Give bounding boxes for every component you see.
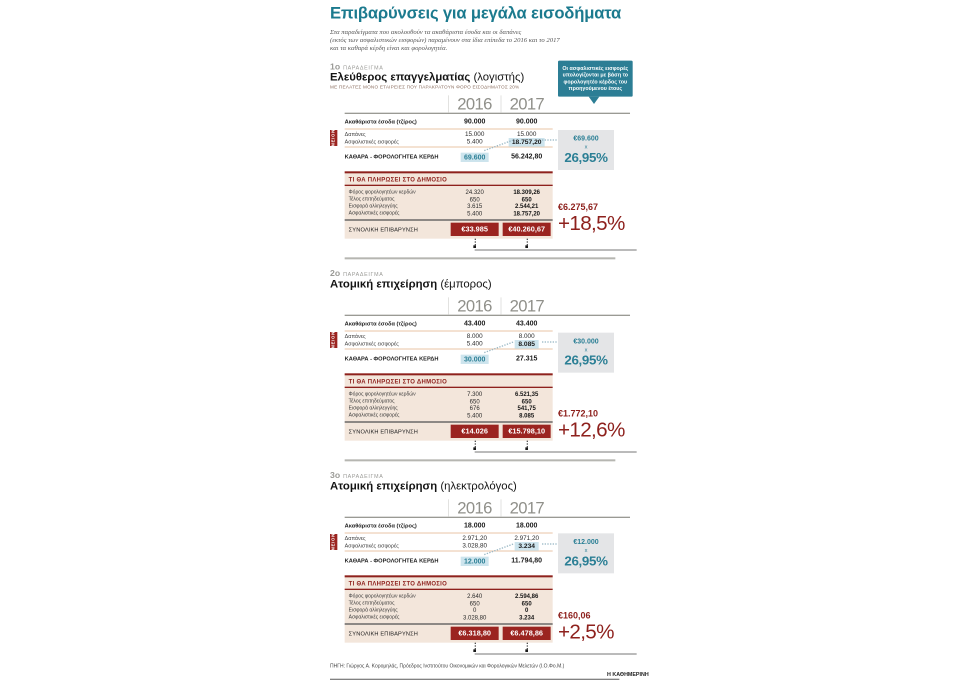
payment-rows — [345, 186, 553, 217]
extra-burden-amount: €6.275,67 — [558, 202, 599, 213]
example-kicker-label: ΠΑΡΑΔΕΙΓΜΑ — [343, 271, 384, 278]
value-2017: 2.594,86 — [514, 592, 539, 600]
newspaper-brand: Η ΚΑΘΗΜΕΡΙΝΗ — [607, 671, 649, 678]
value-2016: 650 — [469, 397, 480, 405]
value-2017: 8.000 — [518, 332, 535, 341]
example-number: 2ο — [330, 268, 341, 279]
value-2016: 5.400 — [467, 209, 483, 217]
gross-income-row — [345, 114, 553, 129]
year-2016-header: 2016 — [448, 297, 500, 314]
deductions-group — [331, 331, 553, 349]
row-label: Ασφαλιστικές εισφορές — [348, 613, 400, 620]
total-2016-box: €14.026 — [451, 425, 499, 438]
value-2016 — [449, 353, 501, 365]
source-footnote: ΠΗΓΗ: Γιώργος Α. Κορομηλάς, Πρόεδρος Ινστιτούτου Οικονομικών και Φορολογικών Μελετών (Ι.Ο.Φο.Μ.) — [330, 662, 565, 669]
bracket-dot — [525, 649, 528, 652]
year-header-row — [345, 297, 553, 314]
bracket-dotted-line — [475, 239, 476, 246]
example-title-note: (ηλεκτρολόγος) — [440, 479, 517, 493]
value-2016: 5.400 — [466, 340, 483, 348]
row-label: Δαπάνες — [344, 535, 366, 542]
example-kicker-label: ΠΑΡΑΔΕΙΓΜΑ — [343, 64, 384, 71]
bracket-dot — [525, 447, 528, 450]
row-label: Φόρος φορολογητέων κερδών — [348, 592, 416, 599]
value-2016: 0 — [472, 606, 477, 614]
value-2016: 24.320 — [465, 188, 484, 196]
bracket-dotted-line — [527, 643, 528, 650]
value-2017: 56.242,80 — [511, 152, 543, 161]
minus-tab: ΜΕΙΟΝ — [331, 533, 337, 551]
total-row — [345, 623, 553, 642]
calc-box — [558, 533, 614, 573]
value-2017: 90.000 — [515, 117, 538, 126]
payment-row — [345, 614, 553, 621]
highlighted-value: 18.757,20 — [509, 138, 545, 147]
example-3 — [330, 469, 663, 657]
bracket-dot — [473, 245, 476, 248]
bracket-dot — [525, 245, 528, 248]
highlighted-value: 3.234 — [515, 542, 538, 551]
calc-amount: €12.000 — [573, 538, 599, 547]
value-2016: 650 — [469, 599, 480, 607]
example-number: 1ο — [330, 61, 341, 72]
income-table — [331, 94, 553, 166]
annotation-column — [558, 469, 655, 657]
value-2016: 3.615 — [467, 202, 483, 210]
bracket-dotted-line — [527, 239, 528, 246]
row-label: Τέλος επιτηδεύματος — [348, 195, 395, 202]
row-label: Τέλος επιτηδεύματος — [348, 397, 395, 404]
row-label: Εισφορά αλληλεγγύης — [348, 202, 398, 209]
section-divider — [345, 459, 616, 461]
total-label: ΣΥΝΟΛΙΚΗ ΕΠΙΒΑΡΥΝΣΗ — [348, 630, 418, 637]
net-profit-row — [345, 147, 553, 166]
example-title-main: Ελεύθερος επαγγελματίας — [330, 70, 471, 84]
example-2 — [330, 267, 663, 455]
value-2016: 15.000 — [464, 130, 485, 139]
deductions-group — [331, 129, 553, 147]
highlighted-value: 12.000 — [461, 557, 489, 566]
row-label: Ασφαλιστικές εισφορές — [344, 138, 399, 145]
payment-rows — [345, 590, 553, 621]
payment-table-header: ΤΙ ΘΑ ΠΛΗΡΩΣΕΙ ΣΤΟ ΔΗΜΟΣΙΟ — [345, 577, 553, 590]
bracket-dot — [473, 649, 476, 652]
year-2016-header: 2016 — [448, 95, 500, 112]
total-2017-box: €6.478,86 — [503, 627, 551, 640]
highlighted-value: 30.000 — [461, 355, 489, 364]
percent-change: +2,5% — [558, 620, 614, 644]
contributions-row — [345, 542, 553, 549]
value-2016: 2.640 — [467, 592, 483, 600]
bracket-dotted-line — [475, 441, 476, 448]
payment-row — [345, 600, 553, 607]
dotted-connector-horizontal — [542, 341, 559, 342]
row-label: Ασφαλιστικές εισφορές — [348, 411, 400, 418]
year-2016-header: 2016 — [448, 499, 500, 516]
payment-table — [345, 575, 553, 642]
row-label: Ασφαλιστικές εισφορές — [344, 542, 399, 549]
payment-table-header: ΤΙ ΘΑ ΠΛΗΡΩΣΕΙ ΣΤΟ ΔΗΜΟΣΙΟ — [345, 173, 553, 186]
extra-burden-amount: €160,06 — [558, 610, 591, 621]
value-2016: 3.028,80 — [462, 542, 487, 550]
calc-box — [558, 130, 614, 170]
year-header-row — [345, 95, 553, 112]
payment-row — [345, 391, 553, 398]
page-subtitle — [330, 29, 663, 53]
payment-row — [345, 607, 553, 614]
bracket-dot — [473, 447, 476, 450]
annotation-column — [558, 267, 655, 455]
row-label: Ασφαλιστικές εισφορές — [344, 340, 399, 347]
year-2017-header: 2017 — [500, 95, 552, 112]
payment-table — [345, 171, 553, 238]
year-2017-header: 2017 — [500, 499, 552, 516]
value-2016: 8.000 — [466, 332, 483, 341]
row-label: Εισφορά αλληλεγγύης — [348, 606, 398, 613]
payment-row — [345, 593, 553, 600]
gross-income-row — [345, 316, 553, 331]
value-2016: 676 — [469, 404, 480, 412]
subtitle-line: (εκτός των ασφαλιστικών εισφορών) παραμένουν στα ίδια επίπεδα το 2016 και το 2017 — [330, 36, 560, 45]
payment-row — [345, 203, 553, 210]
example-kicker-label: ΠΑΡΑΔΕΙΓΜΑ — [343, 473, 384, 480]
bracket-dotted-line — [527, 441, 528, 448]
minus-tab: ΜΕΙΟΝ — [331, 129, 337, 147]
deductions-group — [331, 533, 553, 551]
calc-rate: 26,95% — [564, 353, 608, 369]
value-2017: 18.309,26 — [513, 188, 541, 196]
value-2017: 18.000 — [515, 521, 538, 530]
row-label: Ακαθάριστα έσοδα (τζίρος) — [344, 320, 417, 327]
payment-row — [345, 210, 553, 217]
value-2016: 5.400 — [467, 411, 483, 419]
section-divider — [345, 257, 616, 259]
dotted-connector-horizontal — [542, 139, 559, 140]
value-2017: 3.234 — [519, 613, 535, 621]
value-2016 — [449, 151, 501, 163]
calc-times: x — [584, 546, 588, 554]
calc-times: x — [584, 143, 588, 151]
highlighted-value: 69.600 — [461, 153, 489, 162]
value-2017: 18.757,20 — [513, 209, 541, 217]
minus-tab: ΜΕΙΟΝ — [331, 331, 337, 349]
value-2017: 650 — [521, 397, 532, 405]
percent-change: +12,6% — [558, 418, 625, 442]
value-2017: 43.400 — [515, 319, 538, 328]
contributions-row — [345, 340, 553, 347]
callout-pointer — [589, 97, 600, 104]
total-row — [345, 219, 553, 238]
value-2017: 27.315 — [515, 354, 538, 363]
callout — [558, 61, 633, 104]
value-2016: 5.400 — [466, 138, 483, 146]
value-2017: 8.085 — [519, 411, 535, 419]
row-label: ΚΑΘΑΡΑ - ΦΟΡΟΛΟΓΗΤΕΑ ΚΕΡΔΗ — [344, 557, 439, 565]
income-table — [331, 296, 553, 368]
value-2017: 6.521,35 — [514, 390, 539, 398]
subtitle-line: Στα παραδείγματα που ακολουθούν τα ακαθάριστα έσοδα και οι δαπάνες — [330, 28, 522, 37]
calc-amount: €69.600 — [573, 134, 599, 143]
net-profit-row — [345, 349, 553, 368]
payment-rows — [345, 388, 553, 419]
row-label: Φόρος φορολογητέων κερδών — [348, 188, 416, 195]
value-2017: 541,75 — [517, 404, 536, 412]
value-2017: 2.544,21 — [514, 202, 539, 210]
payment-row — [345, 189, 553, 196]
value-2017: 15.000 — [516, 130, 537, 139]
bracket-dotted-line — [475, 643, 476, 650]
example-title-note: (λογιστής) — [473, 70, 525, 84]
value-2017: 0 — [524, 606, 529, 614]
net-profit-row — [345, 551, 553, 570]
value-2016: 650 — [469, 195, 480, 203]
infographic-column — [330, 4, 663, 680]
extra-burden-amount: €1.772,10 — [558, 408, 599, 419]
year-header-row — [345, 499, 553, 516]
dotted-connector-horizontal — [542, 543, 559, 544]
year-2017-header: 2017 — [500, 297, 552, 314]
page-title: Επιβαρύνσεις για μεγάλα εισοδήματα — [330, 4, 622, 23]
highlighted-value: 8.085 — [515, 340, 538, 349]
total-row — [345, 421, 553, 440]
subtitle-line: και τα καθαρά κέρδη είναι και φορολογητέα. — [330, 44, 448, 53]
annotation-column — [558, 61, 655, 254]
contributions-row — [345, 138, 553, 145]
payment-row — [345, 412, 553, 419]
gross-income-row — [345, 518, 553, 533]
row-label: Ασφαλιστικές εισφορές — [348, 209, 400, 216]
payment-table — [345, 373, 553, 440]
calc-rate: 26,95% — [564, 150, 608, 166]
example-title-main: Ατομική επιχείρηση — [330, 277, 438, 291]
row-label: Εισφορά αλληλεγγύης — [348, 404, 398, 411]
calc-amount: €30.000 — [573, 337, 599, 346]
example-number: 3ο — [330, 470, 341, 481]
value-2016: 43.400 — [463, 319, 486, 328]
income-table — [331, 498, 553, 570]
example-title-main: Ατομική επιχείρηση — [330, 479, 438, 493]
value-2017: 2.971,20 — [514, 534, 539, 543]
row-label: ΚΑΘΑΡΑ - ΦΟΡΟΛΟΓΗΤΕΑ ΚΕΡΔΗ — [344, 153, 439, 161]
payment-table-header: ΤΙ ΘΑ ΠΛΗΡΩΣΕΙ ΣΤΟ ΔΗΜΟΣΙΟ — [345, 375, 553, 388]
percent-change: +18,5% — [558, 211, 625, 235]
value-2016: 7.300 — [467, 390, 483, 398]
payment-row — [345, 398, 553, 405]
calc-box — [558, 333, 614, 373]
row-label: ΚΑΘΑΡΑ - ΦΟΡΟΛΟΓΗΤΕΑ ΚΕΡΔΗ — [344, 355, 439, 363]
calc-times: x — [584, 346, 588, 353]
value-2016: 2.971,20 — [462, 534, 487, 543]
row-label: Φόρος φορολογητέων κερδών — [348, 390, 416, 397]
row-label: Τέλος επιτηδεύματος — [348, 599, 395, 606]
total-label: ΣΥΝΟΛΙΚΗ ΕΠΙΒΑΡΥΝΣΗ — [348, 428, 418, 435]
value-2017: 650 — [521, 599, 532, 607]
example-1 — [330, 61, 663, 254]
value-2017: 11.794,80 — [511, 556, 543, 565]
payment-row — [345, 196, 553, 203]
example-title-note: (έμπορος) — [440, 277, 492, 291]
total-2017-box: €40.260,67 — [503, 223, 551, 236]
value-2016: 3.028,80 — [462, 613, 487, 621]
value-2017: 650 — [521, 195, 532, 203]
row-label: Δαπάνες — [344, 333, 366, 340]
total-2016-box: €33.985 — [451, 223, 499, 236]
payment-row — [345, 405, 553, 412]
example-subnote: ΜΕ ΠΕΛΑΤΕΣ ΜΟΝΟ ΕΤΑΙΡΕΙΕΣ ΠΟΥ ΠΑΡΑΚΡΑΤΟΥΝ ΦΟΡΟ ΕΙΣΟΔΗΜΑΤΟΣ 20% — [330, 85, 520, 91]
value-2016 — [449, 555, 501, 567]
calc-rate: 26,95% — [564, 554, 608, 569]
total-2016-box: €6.318,80 — [451, 627, 499, 640]
total-2017-box: €15.798,10 — [503, 425, 551, 438]
row-label: Ακαθάριστα έσοδα (τζίρος) — [344, 522, 417, 529]
row-label: Δαπάνες — [344, 131, 366, 138]
callout-bubble: Οι ασφαλιστικές εισφορές υπολογίζονται με βάση το φορολογητέο κέρδος του προηγούμενου έτους — [558, 61, 633, 97]
total-label: ΣΥΝΟΛΙΚΗ ΕΠΙΒΑΡΥΝΣΗ — [348, 226, 418, 233]
value-2016: 18.000 — [463, 521, 486, 530]
row-label: Ακαθάριστα έσοδα (τζίρος) — [344, 118, 417, 125]
value-2016: 90.000 — [463, 117, 486, 126]
